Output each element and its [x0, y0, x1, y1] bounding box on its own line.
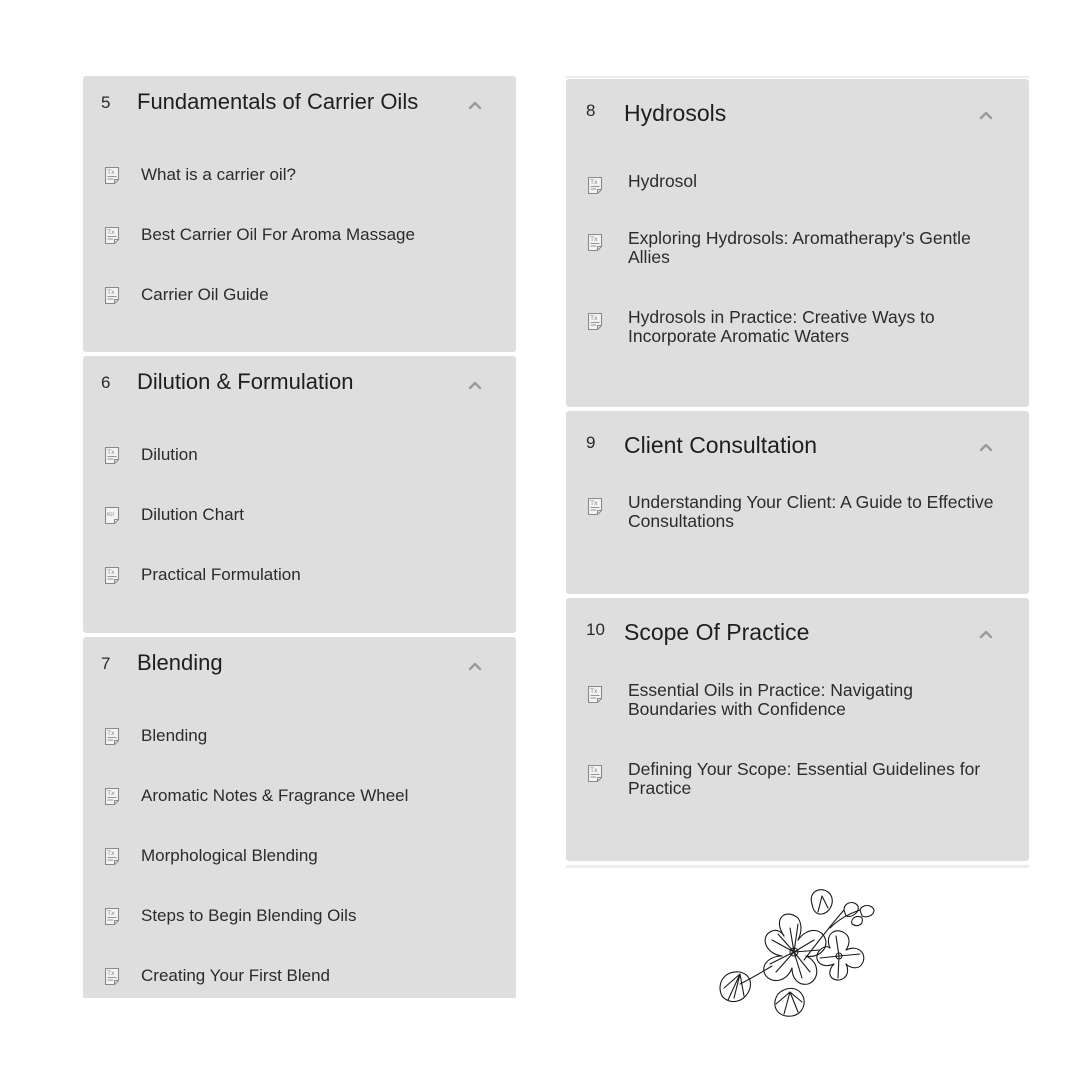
module-number: 5 — [101, 93, 111, 112]
text-doc-icon — [587, 764, 603, 783]
lesson-title: Steps to Begin Blending Oils — [141, 906, 357, 925]
module-9 — [566, 411, 1029, 594]
chevron-up-icon[interactable] — [979, 110, 993, 120]
svg-text:Tx: Tx — [590, 688, 598, 696]
divider — [566, 865, 1029, 868]
lesson-title: Carrier Oil Guide — [141, 285, 269, 304]
lesson-item[interactable] — [83, 144, 516, 204]
svg-text:Tx: Tx — [107, 730, 115, 738]
divider — [566, 76, 1029, 78]
lesson-item[interactable] — [83, 424, 516, 484]
svg-text:Tx: Tx — [590, 767, 598, 775]
right-module-column — [566, 76, 1029, 868]
chevron-up-icon[interactable] — [468, 380, 482, 390]
text-doc-icon — [104, 967, 120, 986]
lesson-title: Dilution Chart — [141, 505, 244, 524]
text-doc-icon — [587, 176, 603, 195]
lesson-title: Creating Your First Blend — [141, 966, 330, 985]
text-doc-icon — [104, 727, 120, 746]
text-doc-icon — [587, 312, 603, 331]
lesson-title: Blending — [141, 726, 208, 745]
lesson-item[interactable] — [566, 155, 1029, 212]
lesson-item[interactable] — [83, 264, 516, 324]
chevron-up-icon[interactable] — [468, 100, 482, 110]
lesson-title: Hydrosols in Practice: Creative Ways to Incorporate Aromatic Waters — [628, 307, 935, 346]
svg-text:Tx: Tx — [590, 500, 598, 508]
lesson-item[interactable] — [566, 664, 1029, 743]
module-number: 8 — [586, 101, 596, 120]
lesson-title: Practical Formulation — [141, 565, 301, 584]
lesson-title: Aromatic Notes & Fragrance Wheel — [141, 786, 409, 805]
lesson-title: Exploring Hydrosols: Aromatherapy's Gentle Allies — [628, 228, 971, 267]
svg-text:Tx: Tx — [107, 970, 115, 978]
lesson-title: Dilution — [141, 445, 198, 464]
text-doc-icon — [104, 446, 120, 465]
lesson-list — [566, 664, 1029, 803]
pdf-doc-icon — [104, 506, 120, 525]
left-module-column — [83, 76, 516, 998]
flower-illustration-icon — [712, 888, 887, 1020]
module-title: Blending — [137, 650, 223, 675]
svg-text:Tx: Tx — [590, 315, 598, 323]
svg-text:Tx: Tx — [107, 910, 115, 918]
lesson-title: Defining Your Scope: Essential Guidelines for Practice — [628, 759, 981, 798]
svg-text:Tx: Tx — [107, 790, 115, 798]
lesson-title: Morphological Blending — [141, 846, 318, 865]
lesson-item[interactable] — [566, 476, 1029, 536]
module-header[interactable] — [83, 356, 516, 416]
text-doc-icon — [104, 787, 120, 806]
lesson-item[interactable] — [83, 825, 516, 885]
module-6 — [83, 356, 516, 633]
lesson-title: Essential Oils in Practice: Navigating Boundaries with Confidence — [628, 680, 913, 719]
module-10 — [566, 598, 1029, 861]
module-title: Hydrosols — [624, 100, 727, 126]
lesson-item[interactable] — [83, 544, 516, 604]
svg-text:Tx: Tx — [107, 569, 115, 577]
lesson-list — [83, 705, 516, 1005]
lesson-title: What is a carrier oil? — [141, 165, 296, 184]
text-doc-icon — [104, 166, 120, 185]
text-doc-icon — [104, 847, 120, 866]
lesson-list — [566, 476, 1029, 536]
chevron-up-icon[interactable] — [979, 442, 993, 452]
svg-text:Tx: Tx — [107, 229, 115, 237]
lesson-list — [566, 155, 1029, 351]
svg-text:Tx: Tx — [107, 449, 115, 457]
module-8 — [566, 79, 1029, 407]
module-number: 10 — [586, 620, 605, 639]
lesson-item[interactable] — [566, 212, 1029, 291]
module-title: Client Consultation — [624, 432, 818, 458]
svg-text:Tx: Tx — [590, 236, 598, 244]
lesson-item[interactable] — [83, 484, 516, 544]
text-doc-icon — [587, 233, 603, 252]
text-doc-icon — [587, 685, 603, 704]
text-doc-icon — [104, 286, 120, 305]
module-number: 7 — [101, 654, 111, 673]
lesson-list — [83, 424, 516, 604]
module-title: Dilution & Formulation — [137, 369, 354, 394]
module-header[interactable] — [566, 411, 1029, 471]
lesson-item[interactable] — [83, 885, 516, 945]
text-doc-icon — [104, 566, 120, 585]
lesson-title: Understanding Your Client: A Guide to Effective Consultations — [628, 492, 994, 531]
lesson-title: Hydrosol — [628, 171, 698, 191]
svg-text:Tx: Tx — [107, 289, 115, 297]
lesson-item[interactable] — [83, 705, 516, 765]
module-header[interactable] — [83, 637, 516, 697]
lesson-item[interactable] — [83, 765, 516, 825]
module-title: Scope Of Practice — [624, 619, 810, 645]
module-header[interactable] — [566, 598, 1029, 658]
chevron-up-icon[interactable] — [979, 629, 993, 639]
module-title: Fundamentals of Carrier Oils — [137, 89, 419, 114]
text-doc-icon — [104, 226, 120, 245]
module-header[interactable] — [566, 79, 1029, 139]
svg-text:PDF: PDF — [106, 512, 115, 517]
module-header[interactable] — [83, 76, 516, 136]
svg-text:Tx: Tx — [107, 169, 115, 177]
text-doc-icon — [104, 907, 120, 926]
module-7 — [83, 637, 516, 998]
lesson-item[interactable] — [83, 945, 516, 1005]
text-doc-icon — [587, 497, 603, 516]
svg-text:Tx: Tx — [107, 850, 115, 858]
lesson-item[interactable] — [83, 204, 516, 264]
lesson-item[interactable] — [566, 291, 1029, 351]
lesson-list — [83, 144, 516, 324]
module-number: 6 — [101, 373, 111, 392]
chevron-up-icon[interactable] — [468, 661, 482, 671]
lesson-title: Best Carrier Oil For Aroma Massage — [141, 225, 415, 244]
module-number: 9 — [586, 433, 596, 452]
svg-text:Tx: Tx — [590, 179, 598, 187]
module-5 — [83, 76, 516, 352]
lesson-item[interactable] — [566, 743, 1029, 803]
